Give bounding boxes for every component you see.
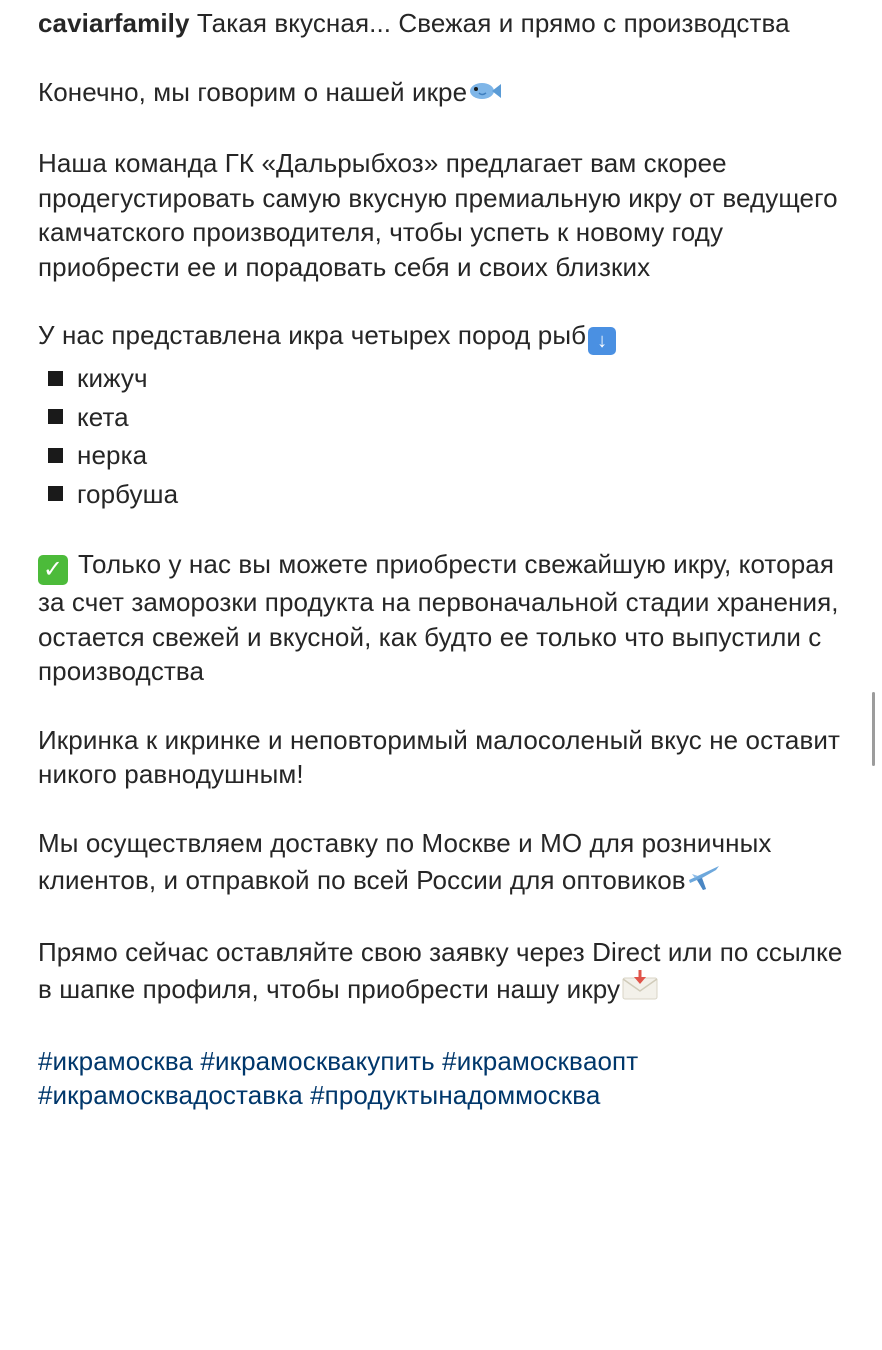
hashtag-link[interactable]: #продуктынадоммосква: [310, 1080, 601, 1110]
hashtag-link[interactable]: #икрамосквaопт: [442, 1045, 639, 1076]
paragraph-1-text: Конечно, мы говорим о нашей икре: [38, 76, 468, 107]
list-item-label: горбуша: [77, 478, 179, 509]
list-item-label: кижуч: [77, 363, 148, 393]
caption-paragraph-5: Икринка к икринке и неповторимый малосоленый вкус не оставит никого равнодушным!: [38, 724, 841, 789]
caption-intro-text: Такая вкусная... Свежая и прямо с производства: [189, 8, 790, 38]
username-link[interactable]: caviarfamily: [38, 8, 190, 38]
hashtags: [38, 1044, 850, 1113]
square-bullet-icon: [48, 409, 63, 424]
down-arrow-icon: ↓: [588, 327, 616, 355]
caption-paragraph-6: [38, 826, 850, 901]
paragraph-7-text: Прямо сейчас оставляйте свою заявку через Direct или по ссылке в шапке профиля, чтобы приобрести нашу икру: [38, 936, 843, 1004]
scrollbar[interactable]: [872, 692, 875, 766]
caption-paragraph-4: [38, 547, 850, 689]
caption-paragraph-2: Наша команда ГК «Дальрыбхоз» предлагает вам скорее продегустировать самую вкусную премиальную икру от ведущего камчатского производителя, чтобы успеть к новому году приобрести ее и порадовать себя и своих близких: [38, 148, 838, 282]
check-mark-icon: ✓: [38, 555, 68, 585]
hashtag-link[interactable]: #икрамосквадоставка: [38, 1080, 303, 1110]
fish-icon: [467, 78, 503, 113]
list-item: [38, 359, 850, 398]
airplane-icon: [686, 860, 722, 901]
hashtag-link[interactable]: #икрамосква: [38, 1045, 194, 1076]
square-bullet-icon: [48, 371, 63, 386]
caption-intro: [38, 6, 850, 41]
square-bullet-icon: [48, 486, 63, 501]
list-item-label: нерка: [77, 440, 148, 470]
post-caption: [38, 6, 850, 1147]
list-item: [38, 475, 850, 514]
caption-paragraph-3: [38, 318, 850, 355]
hashtag-link[interactable]: #икрамосквакупить: [200, 1045, 435, 1076]
list-item-label: кета: [77, 401, 129, 432]
list-item: [38, 398, 850, 437]
caption-paragraph-7: [38, 935, 850, 1010]
envelope-icon: [620, 969, 660, 1010]
fish-species-list: [38, 359, 850, 513]
list-item: [38, 436, 850, 475]
paragraph-3-text: У нас представлена икра четырех пород рыб: [38, 320, 587, 350]
caption-paragraph-1: [38, 75, 850, 113]
paragraph-6-text: Мы осуществляем доставку по Москве и МО для розничных клиентов, и отправкой по всей России для оптовиков: [38, 827, 772, 895]
square-bullet-icon: [48, 448, 63, 463]
paragraph-4-text: Только у нас вы можете приобрести свежайшую икру, которая за счет заморозки продукта на первоначальной стадии хранения, остается свежей и вкусной, как будто ее только что выпустили с производства: [38, 549, 839, 686]
